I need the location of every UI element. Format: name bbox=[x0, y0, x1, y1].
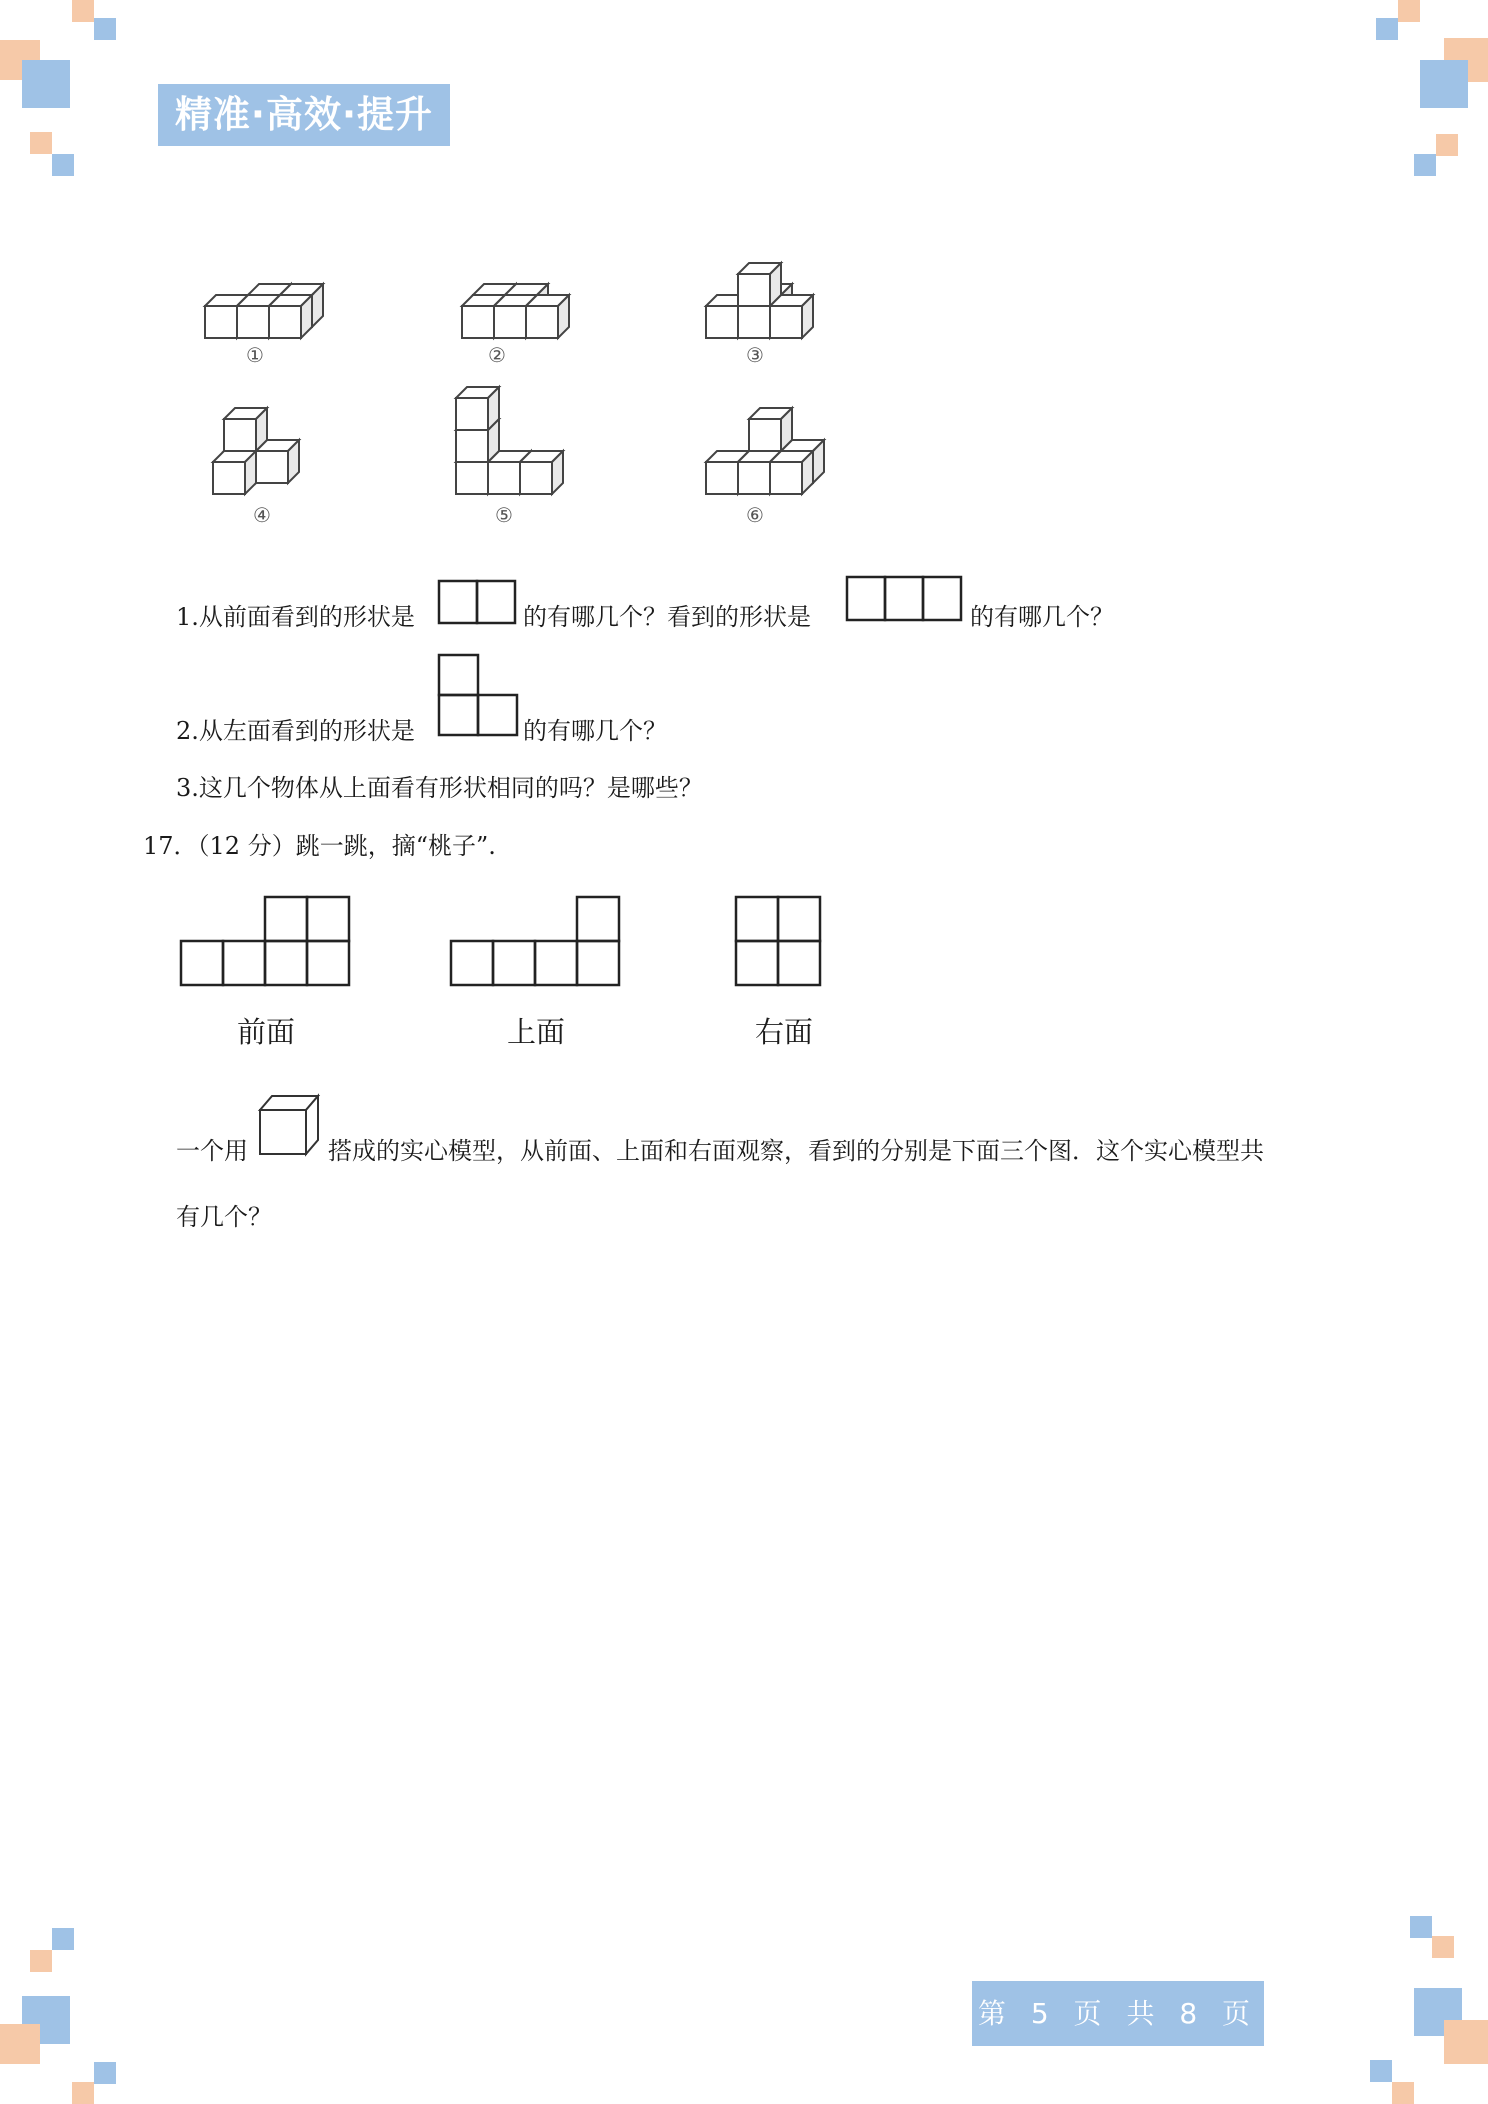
question-1 bbox=[176, 600, 415, 634]
question-2-part1: 2.从左面看到的形状是 bbox=[176, 717, 415, 745]
view-front-label: 前面 bbox=[236, 1015, 295, 1049]
figure-label-1: ① bbox=[246, 343, 264, 367]
question-2 bbox=[176, 714, 415, 748]
view-top-label: 上面 bbox=[506, 1015, 565, 1049]
three-squares-shape-icon bbox=[846, 576, 966, 622]
cube-figures-panel bbox=[0, 0, 1488, 560]
question-1-part1: 1.从前面看到的形状是 bbox=[176, 603, 415, 631]
question-2-part2: 的有哪几个？ bbox=[523, 717, 667, 745]
figure-label-3: ③ bbox=[746, 343, 764, 367]
figure-label-4: ④ bbox=[253, 503, 271, 527]
l-shape-squares-icon bbox=[438, 654, 520, 738]
question-1c bbox=[970, 600, 1114, 634]
view-top-diagram bbox=[450, 896, 622, 988]
figure-label-5: ⑤ bbox=[495, 503, 513, 527]
question-1-part3: 的有哪几个？ bbox=[970, 603, 1114, 631]
problem-17-text-before: 一个用 bbox=[176, 1137, 248, 1165]
problem-17-text-after: 搭成的实心模型，从前面、上面和右面观察，看到的分别是下面三个图．这个实心模型共 bbox=[328, 1137, 1264, 1165]
problem-17-text-line2: 有几个？ bbox=[176, 1203, 272, 1231]
view-right-label: 右面 bbox=[754, 1015, 813, 1049]
header-banner: 精准·高效·提升 bbox=[158, 84, 450, 146]
two-squares-shape-icon bbox=[438, 580, 518, 624]
problem-17-heading: 17．（12 分）跳一跳，摘“桃子”. bbox=[143, 832, 496, 860]
view-right-diagram bbox=[735, 896, 825, 988]
question-2b bbox=[523, 714, 667, 748]
question-3: 3.这几个物体从上面看有形状相同的吗？是哪些？ bbox=[176, 774, 703, 802]
figure-label-2: ② bbox=[488, 343, 506, 367]
question-1b bbox=[523, 600, 811, 634]
unit-cube-icon bbox=[258, 1092, 320, 1158]
page-indicator: 第 5 页 共 8 页 bbox=[972, 1981, 1264, 2046]
question-1-part2: 的有哪几个？看到的形状是 bbox=[523, 603, 811, 631]
view-front-diagram bbox=[180, 896, 352, 988]
figure-label-6: ⑥ bbox=[746, 503, 764, 527]
